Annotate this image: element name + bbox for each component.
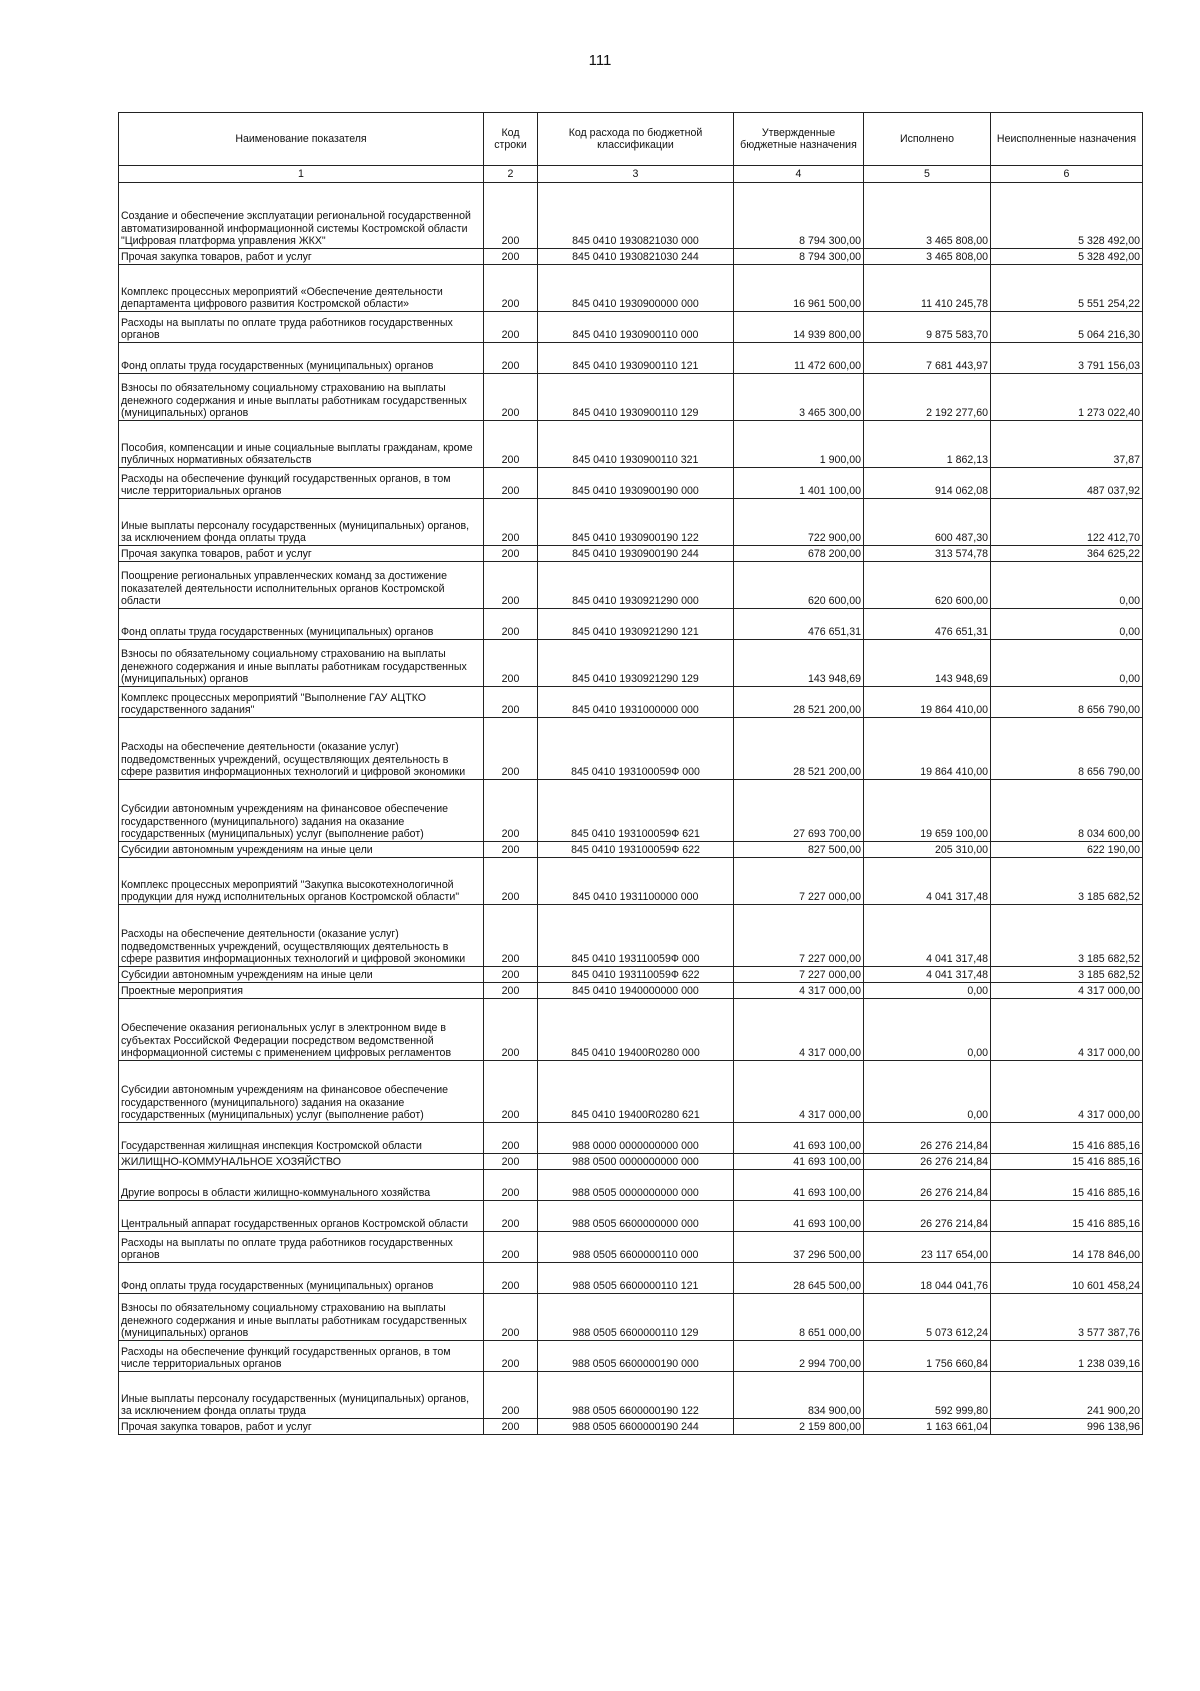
cell-line-code: 200 [484,1201,538,1232]
cell-executed: 620 600,00 [864,562,991,609]
cell-approved: 8 651 000,00 [734,1294,864,1341]
cell-unexecuted: 996 138,96 [991,1419,1143,1435]
cell-approved: 3 465 300,00 [734,374,864,421]
cell-indicator-name: Комплекс процессных мероприятий "Выполнение ГАУ АЦТКО государственного задания" [119,687,484,718]
header-approved: Утвержденные бюджетные назначения [734,113,864,166]
cell-budget-classification: 988 0505 6600000190 000 [538,1341,734,1372]
cell-approved: 27 693 700,00 [734,780,864,842]
cell-budget-classification: 845 0410 193100059Ф 000 [538,718,734,780]
table-row [119,780,1143,842]
cell-budget-classification: 845 0410 1930921290 129 [538,640,734,687]
cell-approved: 41 693 100,00 [734,1154,864,1170]
cell-budget-classification: 845 0410 1930921290 121 [538,609,734,640]
cell-indicator-name: Фонд оплаты труда государственных (муниципальных) органов [119,1263,484,1294]
cell-executed: 0,00 [864,1061,991,1123]
cell-budget-classification: 845 0410 193100059Ф 622 [538,842,734,858]
table-row [119,249,1143,265]
header-code: Код строки [484,113,538,166]
cell-line-code: 200 [484,1232,538,1263]
cell-line-code: 200 [484,312,538,343]
cell-line-code: 200 [484,1263,538,1294]
cell-executed: 476 651,31 [864,609,991,640]
cell-executed: 9 875 583,70 [864,312,991,343]
cell-unexecuted: 3 185 682,52 [991,858,1143,905]
cell-indicator-name: ЖИЛИЩНО-КОММУНАЛЬНОЕ ХОЗЯЙСТВО [119,1154,484,1170]
cell-unexecuted: 5 551 254,22 [991,265,1143,312]
cell-line-code: 200 [484,999,538,1061]
cell-indicator-name: Иные выплаты персоналу государственных (муниципальных) органов, за исключением фонда оплаты труда [119,1372,484,1419]
table-row [119,967,1143,983]
table-row [119,842,1143,858]
cell-approved: 143 948,69 [734,640,864,687]
cell-line-code: 200 [484,983,538,999]
cell-line-code: 200 [484,499,538,546]
cell-budget-classification: 845 0410 1930900110 000 [538,312,734,343]
cell-indicator-name: Взносы по обязательному социальному страхованию на выплаты денежного содержания и иные выплаты работникам государственных (муниципальных) органов [119,374,484,421]
cell-unexecuted: 5 328 492,00 [991,183,1143,249]
cell-executed: 0,00 [864,983,991,999]
cell-budget-classification: 988 0500 0000000000 000 [538,1154,734,1170]
cell-budget-classification: 988 0505 6600000000 000 [538,1201,734,1232]
cell-approved: 827 500,00 [734,842,864,858]
cell-approved: 4 317 000,00 [734,983,864,999]
cell-approved: 2 159 800,00 [734,1419,864,1435]
cell-unexecuted: 622 190,00 [991,842,1143,858]
column-number: 5 [864,166,991,183]
cell-indicator-name: Комплекс процессных мероприятий «Обеспечение деятельности департамента цифрового развития Костромской области» [119,265,484,312]
cell-unexecuted: 487 037,92 [991,468,1143,499]
cell-approved: 16 961 500,00 [734,265,864,312]
table-row [119,562,1143,609]
cell-indicator-name: Фонд оплаты труда государственных (муниципальных) органов [119,343,484,374]
cell-line-code: 200 [484,343,538,374]
table-row [119,905,1143,967]
cell-indicator-name: Расходы на выплаты по оплате труда работников государственных органов [119,1232,484,1263]
cell-budget-classification: 845 0410 1931100000 000 [538,858,734,905]
cell-unexecuted: 364 625,22 [991,546,1143,562]
table-row [119,183,1143,249]
cell-unexecuted: 0,00 [991,640,1143,687]
cell-executed: 600 487,30 [864,499,991,546]
cell-unexecuted: 4 317 000,00 [991,983,1143,999]
cell-budget-classification: 845 0410 1930900000 000 [538,265,734,312]
cell-executed: 2 192 277,60 [864,374,991,421]
cell-budget-classification: 845 0410 193110059Ф 000 [538,905,734,967]
column-number: 6 [991,166,1143,183]
table-row [119,1263,1143,1294]
cell-line-code: 200 [484,687,538,718]
cell-unexecuted: 3 577 387,76 [991,1294,1143,1341]
cell-line-code: 200 [484,842,538,858]
cell-unexecuted: 37,87 [991,421,1143,468]
cell-executed: 4 041 317,48 [864,905,991,967]
table-row [119,1201,1143,1232]
cell-indicator-name: Расходы на обеспечение функций государственных органов, в том числе территориальных органов [119,1341,484,1372]
table-row [119,1372,1143,1419]
table-row [119,640,1143,687]
cell-indicator-name: Прочая закупка товаров, работ и услуг [119,249,484,265]
table-row [119,1154,1143,1170]
cell-line-code: 200 [484,858,538,905]
cell-indicator-name: Комплекс процессных мероприятий "Закупка высокотехнологичной продукции для нужд исполнительных органов Костромской области" [119,858,484,905]
cell-budget-classification: 845 0410 1930900110 129 [538,374,734,421]
cell-line-code: 200 [484,1123,538,1154]
cell-indicator-name: Расходы на обеспечение функций государственных органов, в том числе территориальных органов [119,468,484,499]
cell-indicator-name: Субсидии автономным учреждениям на иные цели [119,967,484,983]
cell-approved: 37 296 500,00 [734,1232,864,1263]
cell-executed: 5 073 612,24 [864,1294,991,1341]
cell-line-code: 200 [484,640,538,687]
cell-executed: 19 659 100,00 [864,780,991,842]
cell-line-code: 200 [484,718,538,780]
cell-unexecuted: 0,00 [991,609,1143,640]
cell-indicator-name: Субсидии автономным учреждениям на финансовое обеспечение государственного (муниципального) задания на оказание государственных (муниципальных) услуг (выполнение работ) [119,780,484,842]
cell-indicator-name: Пособия, компенсации и иные социальные выплаты гражданам, кроме публичных нормативных обязательств [119,421,484,468]
cell-line-code: 200 [484,780,538,842]
cell-indicator-name: Взносы по обязательному социальному страхованию на выплаты денежного содержания и иные выплаты работникам государственных (муниципальных) органов [119,640,484,687]
cell-unexecuted: 15 416 885,16 [991,1201,1143,1232]
cell-approved: 8 794 300,00 [734,183,864,249]
cell-indicator-name: Расходы на обеспечение деятельности (оказание услуг) подведомственных учреждений, осуществляющих деятельность в сфере развития информационных технологий и цифровой экономики [119,905,484,967]
cell-approved: 2 994 700,00 [734,1341,864,1372]
cell-approved: 1 401 100,00 [734,468,864,499]
cell-unexecuted: 0,00 [991,562,1143,609]
cell-approved: 678 200,00 [734,546,864,562]
cell-unexecuted: 8 034 600,00 [991,780,1143,842]
cell-line-code: 200 [484,1372,538,1419]
cell-indicator-name: Субсидии автономным учреждениям на финансовое обеспечение государственного (муниципального) задания на оказание государственных (муниципальных) услуг (выполнение работ) [119,1061,484,1123]
cell-line-code: 200 [484,562,538,609]
table-row [119,1061,1143,1123]
cell-budget-classification: 988 0000 0000000000 000 [538,1123,734,1154]
cell-approved: 7 227 000,00 [734,905,864,967]
cell-unexecuted: 10 601 458,24 [991,1263,1143,1294]
cell-executed: 914 062,08 [864,468,991,499]
budget-execution-table [118,112,1143,1435]
cell-executed: 4 041 317,48 [864,967,991,983]
cell-executed: 7 681 443,97 [864,343,991,374]
cell-indicator-name: Фонд оплаты труда государственных (муниципальных) органов [119,609,484,640]
cell-executed: 1 756 660,84 [864,1341,991,1372]
cell-approved: 14 939 800,00 [734,312,864,343]
cell-budget-classification: 845 0410 1930900110 321 [538,421,734,468]
table-row [119,499,1143,546]
cell-executed: 26 276 214,84 [864,1170,991,1201]
cell-executed: 4 041 317,48 [864,858,991,905]
cell-executed: 313 574,78 [864,546,991,562]
cell-executed: 23 117 654,00 [864,1232,991,1263]
column-number: 4 [734,166,864,183]
table-row [119,374,1143,421]
cell-unexecuted: 1 238 039,16 [991,1341,1143,1372]
cell-approved: 11 472 600,00 [734,343,864,374]
cell-approved: 8 794 300,00 [734,249,864,265]
table-row [119,1123,1143,1154]
cell-executed: 1 862,13 [864,421,991,468]
cell-unexecuted: 4 317 000,00 [991,1061,1143,1123]
cell-unexecuted: 241 900,20 [991,1372,1143,1419]
header-classification: Код расхода по бюджетной классификации [538,113,734,166]
cell-executed: 18 044 041,76 [864,1263,991,1294]
table-row [119,1232,1143,1263]
cell-unexecuted: 5 328 492,00 [991,249,1143,265]
column-numbers-row [119,166,1143,183]
cell-budget-classification: 988 0505 6600000110 000 [538,1232,734,1263]
table-row [119,421,1143,468]
cell-unexecuted: 3 185 682,52 [991,967,1143,983]
cell-line-code: 200 [484,1061,538,1123]
column-number: 1 [119,166,484,183]
table-row [119,718,1143,780]
cell-budget-classification: 988 0505 6600000110 121 [538,1263,734,1294]
cell-approved: 476 651,31 [734,609,864,640]
cell-unexecuted: 8 656 790,00 [991,718,1143,780]
cell-executed: 26 276 214,84 [864,1123,991,1154]
cell-executed: 26 276 214,84 [864,1154,991,1170]
table-row [119,343,1143,374]
cell-approved: 722 900,00 [734,499,864,546]
cell-unexecuted: 15 416 885,16 [991,1154,1143,1170]
cell-line-code: 200 [484,249,538,265]
cell-approved: 834 900,00 [734,1372,864,1419]
cell-executed: 19 864 410,00 [864,687,991,718]
cell-unexecuted: 122 412,70 [991,499,1143,546]
cell-budget-classification: 845 0410 193110059Ф 622 [538,967,734,983]
cell-line-code: 200 [484,183,538,249]
cell-approved: 4 317 000,00 [734,999,864,1061]
cell-line-code: 200 [484,609,538,640]
cell-executed: 11 410 245,78 [864,265,991,312]
cell-approved: 7 227 000,00 [734,858,864,905]
cell-executed: 1 163 661,04 [864,1419,991,1435]
table-row [119,312,1143,343]
cell-line-code: 200 [484,421,538,468]
cell-unexecuted: 4 317 000,00 [991,999,1143,1061]
cell-executed: 26 276 214,84 [864,1201,991,1232]
table-row [119,1341,1143,1372]
cell-budget-classification: 845 0410 1940000000 000 [538,983,734,999]
cell-budget-classification: 845 0410 1930900190 122 [538,499,734,546]
table-row [119,999,1143,1061]
cell-approved: 28 521 200,00 [734,718,864,780]
table-row [119,1294,1143,1341]
cell-unexecuted: 3 185 682,52 [991,905,1143,967]
cell-unexecuted: 15 416 885,16 [991,1170,1143,1201]
header-name: Наименование показателя [119,113,484,166]
cell-indicator-name: Взносы по обязательному социальному страхованию на выплаты денежного содержания и иные выплаты работникам государственных (муниципальных) органов [119,1294,484,1341]
cell-budget-classification: 845 0410 1930900190 000 [538,468,734,499]
cell-indicator-name: Создание и обеспечение эксплуатации региональной государственной автоматизированной информационной системы Костромской области "Цифровая платформа управления ЖКХ" [119,183,484,249]
table-row [119,1170,1143,1201]
cell-indicator-name: Расходы на выплаты по оплате труда работников государственных органов [119,312,484,343]
table-row [119,1419,1143,1435]
cell-budget-classification: 988 0505 0000000000 000 [538,1170,734,1201]
cell-budget-classification: 845 0410 1930821030 000 [538,183,734,249]
cell-budget-classification: 845 0410 193100059Ф 621 [538,780,734,842]
header-executed: Исполнено [864,113,991,166]
cell-executed: 143 948,69 [864,640,991,687]
cell-budget-classification: 845 0410 1931000000 000 [538,687,734,718]
cell-indicator-name: Субсидии автономным учреждениям на иные цели [119,842,484,858]
cell-unexecuted: 14 178 846,00 [991,1232,1143,1263]
cell-executed: 3 465 808,00 [864,249,991,265]
cell-unexecuted: 15 416 885,16 [991,1123,1143,1154]
cell-line-code: 200 [484,905,538,967]
table-row [119,687,1143,718]
page-number: 111 [588,52,612,69]
cell-indicator-name: Обеспечение оказания региональных услуг в электронном виде в субъектах Российской Федерации посредством ведомственной информационной системы с применением цифровых регламентов [119,999,484,1061]
table-row [119,858,1143,905]
cell-budget-classification: 988 0505 6600000190 122 [538,1372,734,1419]
cell-line-code: 200 [484,967,538,983]
cell-unexecuted: 8 656 790,00 [991,687,1143,718]
cell-executed: 3 465 808,00 [864,183,991,249]
cell-approved: 28 645 500,00 [734,1263,864,1294]
cell-executed: 19 864 410,00 [864,718,991,780]
cell-unexecuted: 1 273 022,40 [991,374,1143,421]
table-row [119,265,1143,312]
table-row [119,609,1143,640]
column-number: 3 [538,166,734,183]
cell-unexecuted: 3 791 156,03 [991,343,1143,374]
table-header-row [119,113,1143,166]
cell-executed: 205 310,00 [864,842,991,858]
table-row [119,983,1143,999]
cell-line-code: 200 [484,1154,538,1170]
cell-line-code: 200 [484,1294,538,1341]
cell-indicator-name: Другие вопросы в области жилищно-коммунального хозяйства [119,1170,484,1201]
cell-budget-classification: 845 0410 1930900110 121 [538,343,734,374]
cell-indicator-name: Проектные мероприятия [119,983,484,999]
cell-indicator-name: Расходы на обеспечение деятельности (оказание услуг) подведомственных учреждений, осуществляющих деятельность в сфере развития информационных технологий и цифровой экономики [119,718,484,780]
cell-budget-classification: 845 0410 1930921290 000 [538,562,734,609]
table-body [119,183,1143,1435]
cell-indicator-name: Прочая закупка товаров, работ и услуг [119,1419,484,1435]
cell-line-code: 200 [484,1170,538,1201]
cell-budget-classification: 845 0410 1930900190 244 [538,546,734,562]
table-row [119,546,1143,562]
cell-line-code: 200 [484,374,538,421]
cell-budget-classification: 988 0505 6600000190 244 [538,1419,734,1435]
cell-line-code: 200 [484,546,538,562]
cell-budget-classification: 845 0410 1930821030 244 [538,249,734,265]
cell-budget-classification: 988 0505 6600000110 129 [538,1294,734,1341]
table-row [119,468,1143,499]
cell-budget-classification: 845 0410 19400R0280 621 [538,1061,734,1123]
cell-line-code: 200 [484,265,538,312]
cell-approved: 7 227 000,00 [734,967,864,983]
cell-line-code: 200 [484,1419,538,1435]
cell-executed: 0,00 [864,999,991,1061]
header-unexecuted: Неисполненные назначения [991,113,1143,166]
cell-approved: 620 600,00 [734,562,864,609]
cell-line-code: 200 [484,468,538,499]
cell-indicator-name: Центральный аппарат государственных органов Костромской области [119,1201,484,1232]
cell-approved: 41 693 100,00 [734,1201,864,1232]
cell-line-code: 200 [484,1341,538,1372]
cell-unexecuted: 5 064 216,30 [991,312,1143,343]
cell-approved: 28 521 200,00 [734,687,864,718]
column-number: 2 [484,166,538,183]
cell-indicator-name: Поощрение региональных управленческих команд за достижение показателей деятельности исполнительных органов Костромской области [119,562,484,609]
cell-indicator-name: Иные выплаты персоналу государственных (муниципальных) органов, за исключением фонда оплаты труда [119,499,484,546]
cell-approved: 1 900,00 [734,421,864,468]
cell-approved: 41 693 100,00 [734,1123,864,1154]
cell-approved: 41 693 100,00 [734,1170,864,1201]
cell-approved: 4 317 000,00 [734,1061,864,1123]
cell-budget-classification: 845 0410 19400R0280 000 [538,999,734,1061]
cell-indicator-name: Прочая закупка товаров, работ и услуг [119,546,484,562]
cell-executed: 592 999,80 [864,1372,991,1419]
cell-indicator-name: Государственная жилищная инспекция Костромской области [119,1123,484,1154]
